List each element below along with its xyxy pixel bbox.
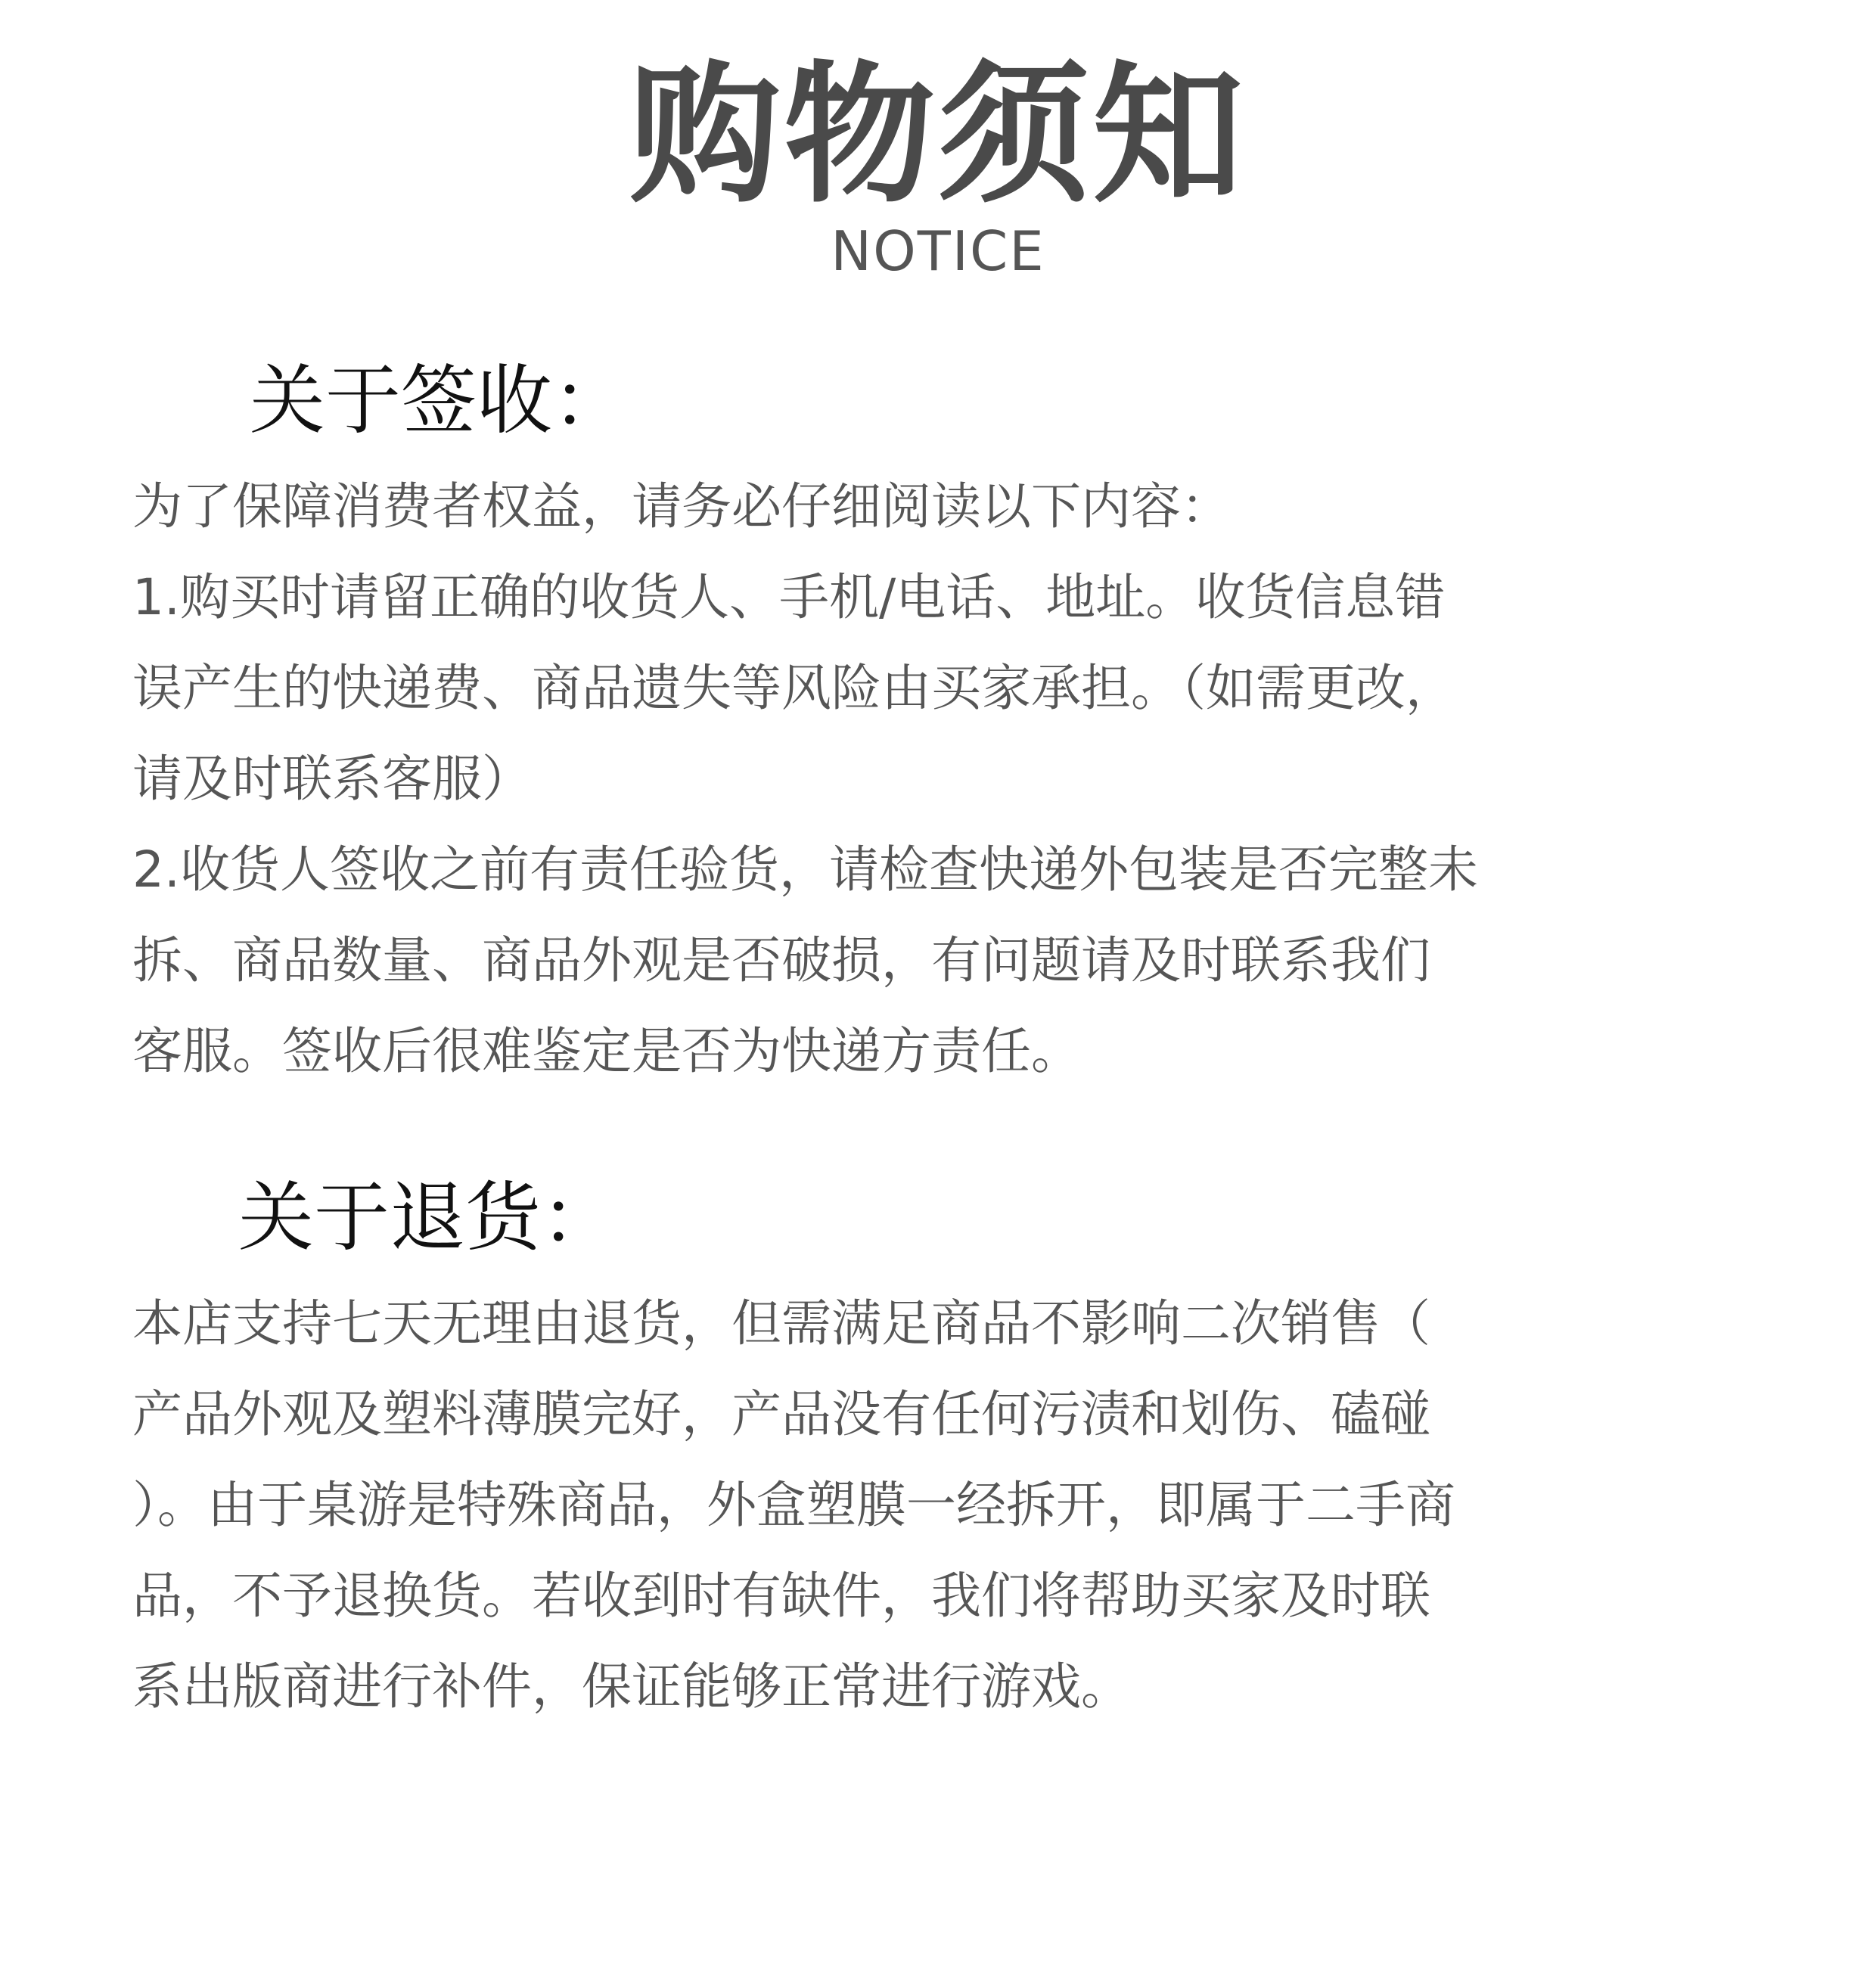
text-line: 品，不予退换货。若收到时有缺件，我们将帮助买家及时联	[132, 1567, 1430, 1625]
text-line: 本店支持七天无理由退货，但需满足商品不影响二次销售（	[132, 1294, 1430, 1353]
section-heading-signing: 关于签收：	[250, 356, 628, 445]
text-line: 系出版商进行补件，保证能够正常进行游戏。	[132, 1657, 1131, 1716]
section-body-signing	[132, 461, 1781, 1097]
section-heading-returns: 关于退货：	[238, 1173, 617, 1262]
text-line: 2.收货人签收之前有责任验货，请检查快递外包装是否完整未	[132, 840, 1478, 899]
page-title: 购物须知	[629, 48, 1247, 224]
text-line: 拆、商品数量、商品外观是否破损，有问题请及时联系我们	[132, 931, 1430, 989]
text-line: 误产生的快递费、商品遗失等风险由买家承担。（如需更改，	[132, 659, 1455, 717]
text-line: 产品外观及塑料薄膜完好，产品没有任何污渍和划伤、磕碰	[132, 1385, 1430, 1443]
section-body-returns	[132, 1278, 1781, 1732]
text-line: 客服。签收后很难鉴定是否为快递方责任。	[132, 1022, 1081, 1080]
page-subtitle: NOTICE	[831, 219, 1045, 283]
text-line: 1.购买时请留正确的收货人、手机/电话、地址。收货信息错	[132, 568, 1446, 626]
text-line: 请及时联系客服）	[132, 750, 532, 808]
text-line: 为了保障消费者权益，请务必仔细阅读以下内容：	[132, 477, 1231, 536]
text-line: ）。由于桌游是特殊商品，外盒塑膜一经拆开，即属于二手商	[132, 1476, 1455, 1534]
